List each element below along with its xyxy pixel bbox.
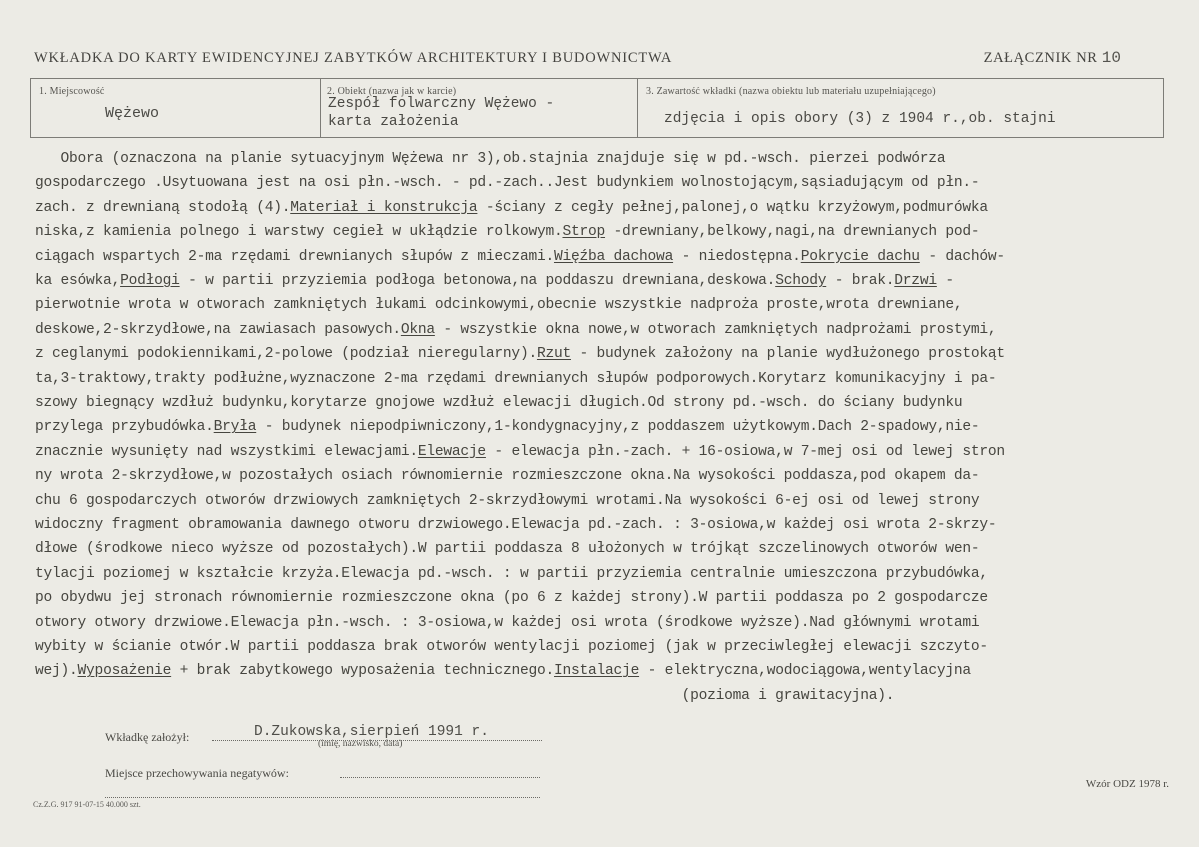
body-line [35, 688, 894, 704]
field-object-value-line1: Zespół folwarczny Wężewo - [328, 96, 555, 112]
body-line [35, 493, 979, 509]
body-line [35, 419, 979, 435]
body-line [35, 615, 979, 631]
body-text-segment: gospodarczego .Usytuowana jest na osi płn.-wsch. - pd.-zach..Jest budynkiem wolnostojącym,sąsiadującym od płn.- [35, 175, 980, 192]
field-contents-label: 3. Zawartość wkładki (nazwa obiektu lub materiału uzupełniającego) [646, 86, 936, 97]
body-text-segment: -ściany z cegły pełnej,palonej,o wątku krzyżowym,podmurówka [477, 199, 988, 216]
body-text-segment: z ceglanymi podokiennikami,2-polowe (podział nieregularny). [35, 346, 537, 363]
section-heading: Schody [775, 273, 827, 289]
body-text-segment: - dachów- [919, 248, 1005, 265]
body-text-segment: - elewacja płn.-zach. + 16-osiowa,w 7-mej osi od lewej stron [485, 443, 1005, 460]
pattern-label: Wzór ODZ 1978 r. [1085, 778, 1169, 790]
section-heading: Okna [400, 321, 435, 338]
body-text-segment: wej). [35, 663, 78, 680]
body-line [35, 639, 988, 655]
body-line [35, 395, 962, 411]
field-locality-value: Wężewo [105, 105, 160, 122]
body-text-segment: ta,3-traktowy,trakty podłużne,wyznaczone 2-ma rzędami drewnianych słupów podporowych.Korytarz komunikacyjny i pa- [35, 370, 997, 387]
section-heading: Strop [562, 224, 606, 241]
body-text-segment: ciągach wspartych 2-ma rzędami drewnianych słupów z mieczami. [35, 248, 554, 265]
body-text-segment: znacznie wysunięty nad wszystkimi elewacjami. [35, 443, 418, 460]
body-line [35, 224, 979, 240]
body-text-segment: - budynek niepodpiwniczony,1-kondygnacyjny,z poddaszem użytkowym.Dach 2-spadowy,nie- [256, 419, 980, 436]
body-text-segment: wybity w ścianie otwór.W partii poddasza brak otworów wentylacji poziomej (jak w przeciwległej elewacji szczyto- [35, 639, 988, 655]
body-text-segment: - niedostępna. [673, 248, 801, 265]
founder-sub-label: (imię, nazwisko, data) [318, 739, 403, 749]
body-text-segment: Obora (oznaczona na planie sytuacyjnym Wężewa nr 3),ob.stajnia znajduje się w pd.-wsch. pierzei podwórza [35, 151, 946, 167]
body-line [35, 371, 996, 387]
field-object-value-line2: karta założenia [328, 114, 459, 130]
body-line [35, 566, 988, 582]
section-heading: Podłogi [120, 273, 180, 289]
form-title: WKŁADKA DO KARTY EWIDENCYJNEJ ZABYTKÓW ARCHITEKTURY I BUDOWNICTWA [34, 50, 673, 66]
body-text-segment: ka esówka, [35, 273, 121, 289]
print-code: Cz.Z.G. 917 91-07-15 40.000 szt. [33, 800, 141, 809]
body-text-segment: po obydwu jej stronach równomiernie rozmieszczone okna (po 6 z każdej strony).W partii poddasza po 2 gospodarcze [35, 590, 988, 607]
annex-label-text: ZAŁĄCZNIK NR [983, 50, 1098, 66]
body-text-segment: ny wrota 2-skrzydłowe,w pozostałych osiach równomiernie rozmieszczone okna.Na wysokości poddasza,pod okapem da- [35, 468, 980, 485]
body-line [35, 151, 945, 167]
body-line [35, 444, 1005, 460]
negatives-line [340, 777, 540, 778]
body-line [35, 590, 988, 606]
body-text-segment: szowy biegnący wzdłuż budynku,korytarze gnojowe wzdłuż elewacji długich.Od strony pd.-wsch. do ściany budynku [35, 395, 963, 411]
body-text-segment: pierwotnie wrota w otworach zamkniętych łukami odcinkowymi,obecnie wszystkie nadproża proste,wrota drewniane, [35, 297, 963, 314]
section-heading: Rzut [536, 346, 571, 363]
annex-number: 10 [1101, 49, 1121, 67]
body-line [35, 200, 988, 216]
section-heading: Bryła [213, 419, 257, 436]
section-heading: Materiał i konstrukcja [290, 199, 478, 216]
body-line [35, 346, 1005, 362]
negatives-label: Miejsce przechowywania negatywów: [105, 766, 289, 780]
body-line [35, 663, 971, 679]
section-heading: Pokrycie dachu [800, 248, 920, 265]
body-text-segment: - wszystkie okna nowe,w otworach zamkniętych nadprożami prostymi, [434, 321, 997, 338]
body-text-segment: (pozioma i grawitacyjna). [35, 687, 895, 704]
body-text-segment: -drewniany,belkowy,nagi,na drewnianych pod- [605, 224, 980, 241]
body-text-segment: - w partii przyziemia podłoga betonowa,na poddaszu drewniana,deskowa. [179, 273, 776, 289]
body-text-segment: przylega przybudówka. [35, 419, 214, 436]
founder-label: Wkładkę założył: [105, 730, 190, 744]
field-locality-label: 1. Miejscowość [39, 86, 105, 97]
body-line [35, 468, 979, 484]
body-text-segment: - [936, 273, 954, 289]
body-text-segment: deskowe,2-skrzydłowe,na zawiasach pasowych. [35, 321, 401, 338]
body-text-segment: - budynek założony na planie wydłużonego prostokąt [570, 346, 1005, 363]
body-text-segment: - elektryczna,wodociągowa,wentylacyjna [639, 663, 971, 680]
founder-value: D.Zukowska,sierpień 1991 r. [254, 724, 489, 740]
body-text-segment: - brak. [826, 273, 895, 289]
body-text-segment: tylacji poziomej w kształcie krzyża.Elewacja pd.-wsch. : w partii przyziemia centralnie umieszczona przybudówka, [35, 565, 988, 582]
body-text-segment: widoczny fragment obramowania dawnego otworu drzwiowego.Elewacja pd.-zach. : 3-osiowa,w każdej osi wrota 2-skrzy- [35, 517, 997, 533]
section-heading: Instalacje [554, 663, 640, 680]
body-text-segment: niska,z kamienia polnego i warstwy cegieł w ukłądzie rolkowym. [35, 224, 563, 241]
body-line [35, 297, 962, 313]
body-text-segment: dłowe (środkowe nieco wyższe od pozostałych).W partii poddasza 8 ułożonych w trójkąt szczelinowych otworów wen- [35, 541, 980, 558]
body-line [35, 273, 954, 289]
body-line [35, 517, 996, 533]
section-heading: Wyposażenie [77, 663, 172, 680]
body-text-segment: + brak zabytkowego wyposażenia technicznego. [171, 663, 554, 680]
body-text-segment: otwory otwory drzwiowe.Elewacja płn.-wsch. : 3-osiowa,w każdej osi wrota (środkowe wyższe).Nad głównymi wrotami [35, 614, 980, 631]
section-heading: Drzwi [894, 273, 937, 289]
body-text-segment: chu 6 gospodarczych otworów drzwiowych zamkniętych 2-skrzydłowymi wrotami.Na wysokości 6-ej osi od lewej strony [35, 492, 980, 509]
section-heading: Więźba dachowa [553, 248, 674, 265]
body-line [35, 175, 979, 191]
body-line [35, 249, 1005, 265]
section-heading: Elewacje [417, 443, 486, 460]
field-object-label: 2. Obiekt (nazwa jak w karcie) [327, 86, 457, 97]
body-text-segment: zach. z drewnianą stodołą (4). [35, 199, 291, 216]
negatives-line-2 [105, 797, 540, 798]
field-contents-value: zdjęcia i opis obory (3) z 1904 r.,ob. stajni [664, 111, 1056, 127]
body-line [35, 322, 996, 338]
body-line [35, 541, 979, 557]
